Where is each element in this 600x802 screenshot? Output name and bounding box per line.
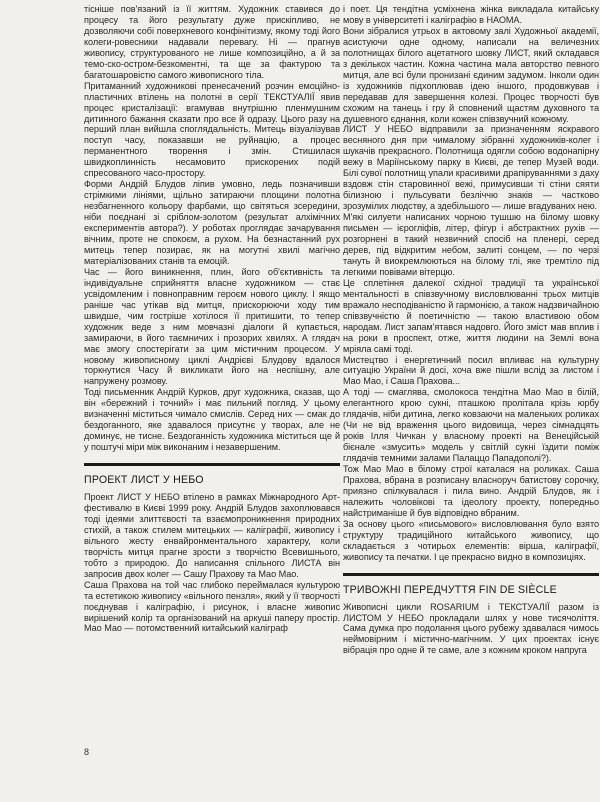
paragraph: За основу цього «письмового» висловлювання було взято структуру традиційного китайського живопису, що складається з чотирьох елементів: вірша, каліграфії, живопису та печатки. І це прекрасно видно в композиціях. <box>343 518 599 562</box>
paragraph: Це сплетіння далекої східної традиції та української ментальності в співзвучному висловлюванні трьох митців вражало несподіваністю й гармонією, а також надзвичайною співзвучністю й поетичністю — такою властивою обом народам. Лист запам'ятався надовго. Його зміст мав вплив і на роки в проспект, отже, життя людини на Землі вона мріяла самі тоді. <box>343 277 599 354</box>
paragraph: і поет. Ця тендітна усміхнена жінка викладала китайську мову в університеті і каліграфію в НАОМА. <box>343 4 599 25</box>
spacer <box>84 453 340 459</box>
paragraph: Час — його виникнення, плин, його об'єктивність та індивідуальне сприйняття власне художником — стає усвідомленим і повноправним героєм нового циклу. І якщо раніше час утікав від митця, прискорюючи ходу тим швидше, чим гостріше хотілося її притишити, то тепер художник веде з ним мовчазні діалоги й купається, замираючи, в його таємничих і прозорих хвилях. А глядач має змогу спостерігати за цим містичним процесом. У новому живописному циклі Андрієві Блудову вдалося торкнутися Часу й викликати його на неспішну, але напружену розмову. <box>84 266 340 387</box>
paragraph: Живописні цикли ROSARIUM і ТЕКСТУАЛІЇ разом із ЛИСТОМ У НЕБО прокладали шлях у нове тисячоліття. Сама думка про подолання цього рубежу здавалася чимось неймовірним і містично-магічним. У цих проектах існує вібрація про одне й те саме, але з кожним кроком напруга <box>343 601 599 656</box>
right-column <box>343 4 599 656</box>
paragraph: Проект ЛИСТ У НЕБО втілено в рамках Міжнародного Арт-фестивалю в Києві 1999 року. Андрій Блудов захоплювався тоді ідеями злиттєвості та взаємопроникнення природних стихій, а також стилем митецьких — каліграфії, живопису і вільного жесту енвайронментального характеру, коли творчість митця прагне зрости з творчістю Всевишнього, тобто з природою. До написання спільного ЛИСТА він запросив двох колег — Сашу Прахову та Мао Мао. <box>84 492 340 579</box>
paragraph: Вони зібралися утрьох в актовому залі Художньої академії, асистуючи одне одному, написали на величезних полотнищах білого ацетатного шовку ЛИСТ, який складався з декількох частин. Кожна частина мала авторство певного митця, але всі були пронизані єдиним задумом. Інколи один із художників підхоплював ідею іншого, продовжував і передавав для завершення колезі. Процес творчості був схожим на танець і гру й сповнений щастям духовного та душевного єднання, коли кожен співзвучний кожному. <box>343 25 599 124</box>
paragraph: тісніше пов'язаний із її життям. Художник ставився до процесу та його результату дуже прискіпливо, не дозволяючи собі поверхневого конфінітизму, якому тоді його колеги-ровесники надавали перевагу. Ні — прагнув живопису, структурованого не лише композиційно, а й за темо-ско-остром-безкоментні, та ще за фактурою та багатошаровістю самого живописного тіла. <box>84 4 340 80</box>
paragraph: Мистецтво і енергетичний посил впливає на культурну ситуацію України й досі, хоча вже пішли вслід за листом і Мао Мао, і Саша Прахова... <box>343 354 599 387</box>
paragraph: М'які силуети написаних чорною тушшю на білому шовку письмен — ієрогліфів, літер, фігур і абстрактних рухів — розгорнені в такий незвичний спосіб на пленері, серед дерев, під відкритим небом, залиті сонцем, — по черзі тануть й виокремлюються на білому тлі, яке тремтіло під легкими повівами вітерцю. <box>343 212 599 277</box>
paragraph: Тоді письменник Андрій Курков, друг художника, сказав, що він «бережний і точний» і має пильний погляд. У цьому визначенні міститься чимало смислів. Серед них — смак до бездоганного, яке здавалося присутнє у творах, але не доминує, не тисне. Бездоганність художника міститься ще й у поштучі міри між виконаним і незавершеним. <box>84 387 340 453</box>
paragraph: Тож Мао Мао в білому строї каталася на роликах. Саша Прахова, вбрана в розписану власноруч батистову сорочку, приязно спілкувалася і пила вино. Андрій Блудов, як і належить чоловікові та ідеологу проекту, попередньо найстриманіше й був відповідно вбраним. <box>343 464 599 518</box>
paragraph: ЛИСТ У НЕБО відправили за призначенням яскравого весняного дня при чималому зібранні художників-колег і шукачів прекрасного. Полотнища одягли собою водонапірну вежу в Маріїнському парку в Києві, де тепер Музей води. Білі сувої полотнищ упали красивими драпіруваннями з даху вздовж стін старовинної вежі, примусивши ті стіни сяяти білизною і пульсувати безліччю знаків — частково зрозумілих людству, а здебільшого — лише вгадуваних нею. <box>343 124 599 212</box>
page-number: 8 <box>84 747 90 757</box>
paragraph: Форми Андрій Блудов ліпив умовно, ледь позначивши стрімкими лініями, щільно затираючи площини полотна незбагненного кольору фарбами, що світяться зсередини, ніби поєднані зі сріблом-золотом (результат алхімічних експериментів автора?). У роботах проглядає зачарування вічним, проте не спокоєм, а рухом. На безнастанний рух митець тепер позирає, як на могутні хвилі магічно матеріалізованих станів та емоцій. <box>84 179 340 266</box>
paragraph: А тоді — смаглява, смолокоса тендітна Мао Мао в білій, елегантного крою сукні, пташкою пролітала крізь юрбу глядачів, ніби дитина, легко ковзаючи на маленьких роликах (Чи не від враження цього видовища, через сімнадцять років Ілля Чичкан у власному проекті на Венеційській бієнале «змусить» модель у світлій сукні їздити поміж глядачів темними залами Палаццо Пападополі?). <box>343 387 599 464</box>
section-heading: ТРИВОЖНІ ПЕРЕДЧУТТЯ FIN DE SIÈCLE <box>343 573 599 596</box>
spacer <box>343 563 599 569</box>
section-heading: ПРОЕКТ ЛИСТ У НЕБО <box>84 463 340 486</box>
left-column <box>84 4 340 634</box>
paragraph: Саша Прахова на той час глибоко переймалася культурою та естетикою живопису «вільного пензля», який у її творчості поєднував і каліграфію, і рисунок, і власне живопис вирішений колір та організований на аркуші паперу простір. Мао Мао — потомственний китайський каліграф <box>84 579 340 634</box>
paragraph: Притаманний художникові пренесачений розчин емоційно-пластичних втілень на полотні в серії ТЕКСТУАЛІЇ явив процес кристалізації: вгамував внутрішню пленмушним дитинного бажання сказати про все й одразу. Цього разу на перший план вийшла споглядальність. Митець візуалізував поступ часу, показавши не руйнацію, а процес перманентного творення і змін. Стишилася швидкоплинність несамовито прискорених подій спресованого часо-простору. <box>84 80 340 179</box>
